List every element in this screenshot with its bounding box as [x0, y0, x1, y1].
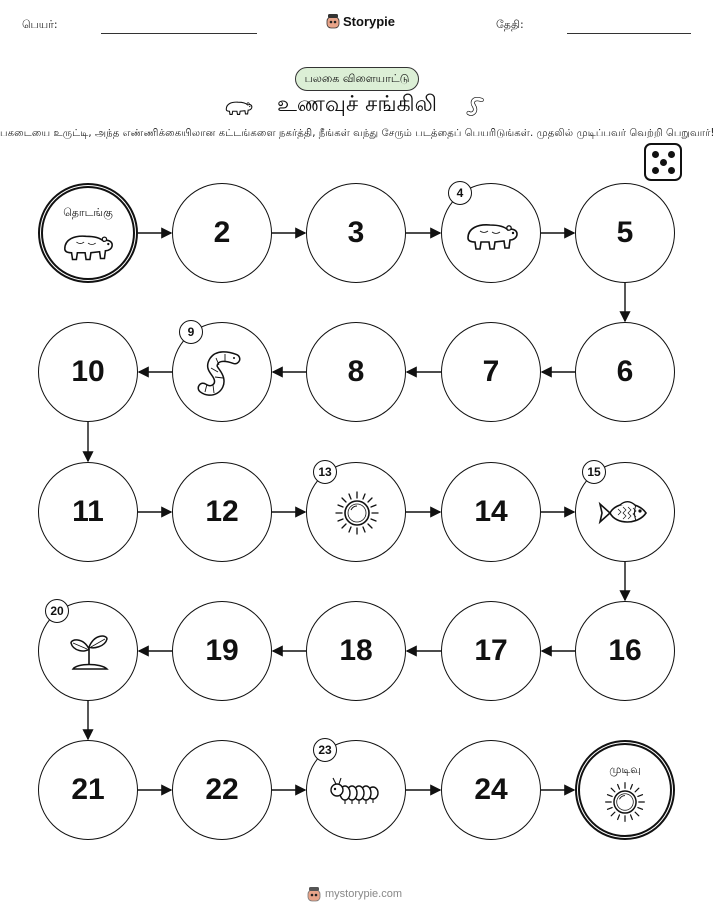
board-cell-21	[38, 740, 138, 840]
name-label: பெயர்:	[22, 18, 58, 31]
footer	[307, 886, 402, 902]
instructions: பகடையை உருட்டி, அந்த எண்ணிக்கையிலான கட்டங்களை நகர்த்தி, நீங்கள் வந்து சேரும் படத்தைப் பெயரிடுங்கள். முதலில் முடிப்பவர் வெற்றி பெறுவார்!	[0, 128, 714, 139]
cell-number: 19	[205, 634, 239, 667]
board-cell-13	[306, 462, 406, 562]
board-cell-8	[306, 322, 406, 422]
worm-icon	[193, 348, 253, 398]
sun-icon	[596, 779, 654, 825]
cell-number: 7	[482, 355, 500, 388]
board-cell-5	[575, 183, 675, 283]
board-cell-23	[306, 740, 406, 840]
cell-number: 2	[213, 216, 231, 249]
cell-number-badge: 20	[45, 599, 69, 623]
board-cell-15	[575, 462, 675, 562]
cell-number-badge: 4	[448, 181, 472, 205]
board-cell-19	[172, 601, 272, 701]
board-cell-3	[306, 183, 406, 283]
board-cell-12	[172, 462, 272, 562]
cell-number: 10	[71, 355, 105, 388]
page-title: உணவுச் சங்கிலி	[276, 92, 438, 117]
board-cell-18	[306, 601, 406, 701]
sun-icon	[327, 488, 387, 538]
cell-number: 18	[339, 634, 373, 667]
board-cell-9	[172, 322, 272, 422]
game-type-pill: பலகை விளையாட்டு	[295, 67, 419, 91]
date-label: தேதி:	[496, 18, 524, 31]
cell-number: 16	[608, 634, 642, 667]
cell-number: 17	[474, 634, 508, 667]
board-cell-11	[38, 462, 138, 562]
board-cell-24	[441, 740, 541, 840]
cell-number: 12	[205, 495, 239, 528]
board-cell-start	[38, 183, 138, 283]
cell-number-badge: 15	[582, 460, 606, 484]
storypie-mascot-icon	[307, 886, 321, 902]
board-cell-20	[38, 601, 138, 701]
caterpillar-icon	[327, 766, 387, 816]
bear-icon	[59, 222, 117, 268]
cell-number: 8	[347, 355, 365, 388]
brand-name: Storypie	[343, 13, 396, 29]
board-cell-finish	[575, 740, 675, 840]
cell-number-badge: 9	[179, 320, 203, 344]
cell-number: 3	[347, 216, 365, 249]
board-cell-16	[575, 601, 675, 701]
cell-number: 21	[71, 773, 105, 806]
board-cell-7	[441, 322, 541, 422]
board-cell-4	[441, 183, 541, 283]
seedling-icon	[59, 627, 119, 677]
cell-label: முடிவு	[609, 763, 641, 776]
cell-number: 14	[474, 495, 508, 528]
board-cell-22	[172, 740, 272, 840]
footer-url: mystorypie.com	[325, 888, 403, 900]
bear-icon	[462, 209, 522, 259]
cell-number: 24	[474, 773, 508, 806]
board-cell-17	[441, 601, 541, 701]
cell-label: தொடங்கு	[63, 206, 113, 219]
cell-number: 5	[616, 216, 634, 249]
fish-icon	[596, 488, 656, 538]
cell-number: 11	[72, 495, 104, 528]
cell-number: 22	[205, 773, 239, 806]
cell-number-badge: 13	[313, 460, 337, 484]
cell-number: 6	[616, 355, 634, 388]
board-cell-14	[441, 462, 541, 562]
board-cell-2	[172, 183, 272, 283]
board-cell-6	[575, 322, 675, 422]
cell-number-badge: 23	[313, 738, 337, 762]
board-cell-10	[38, 322, 138, 422]
